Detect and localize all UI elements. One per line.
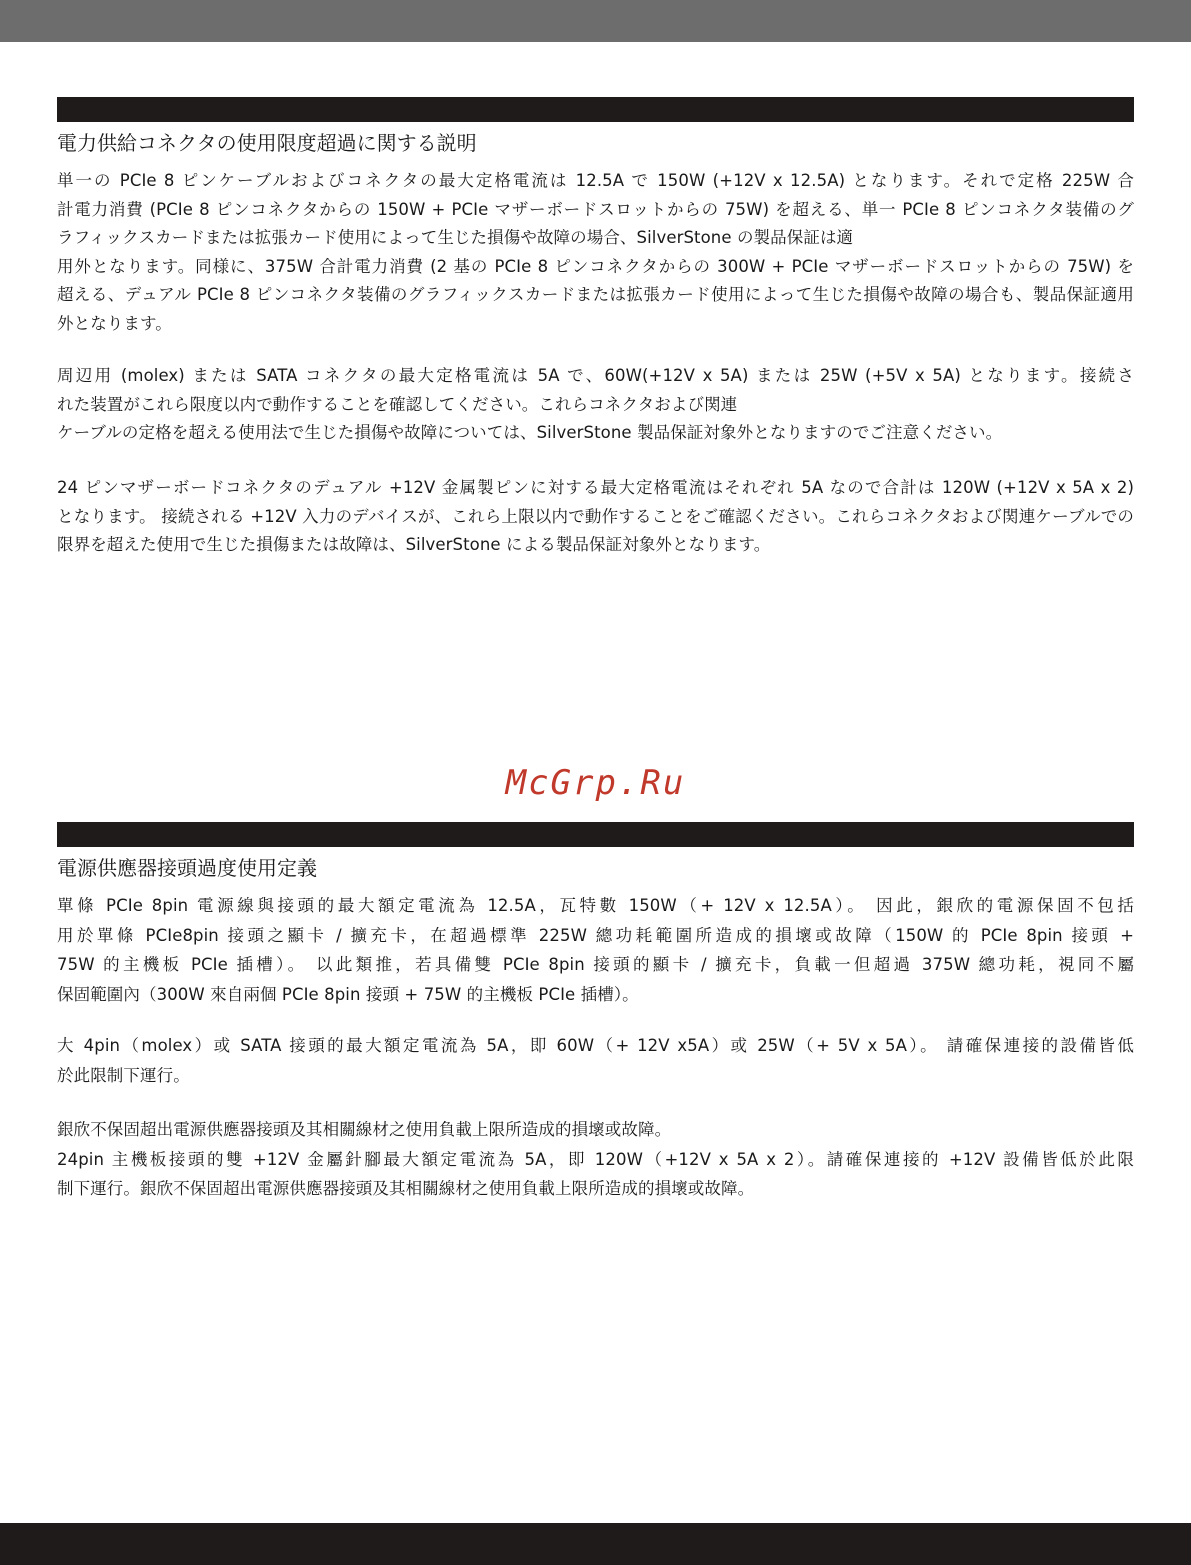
paragraph-molex-jp bbox=[57, 362, 1134, 448]
text-line: 用外となります。同様に、375W 合計電力消費 (2 基の PCIe 8 ピンコネクタからの 300W + PCIe マザーボードスロットからの 75W) を bbox=[57, 256, 1134, 276]
text-line: ケーブルの定格を超える使用法で生じた損傷や故障については、SilverStone 製品保証対象外となりますのでご注意ください。 bbox=[57, 423, 1003, 442]
text-line: 於此限制下運行。 bbox=[57, 1065, 190, 1085]
text-line: 周辺用 (molex) または SATA コネクタの最大定格電流は 5A で、60W(+12V x 5A) または 25W (+5V x 5A) となります。接続さ bbox=[57, 366, 1134, 385]
text-line: 24pin 主機板接頭的雙 +12V 金屬針腳最大額定電流為 5A，即 120W（+12V x 5A x 2）。請確保連接的 +12V 設備皆低於此限 bbox=[57, 1149, 1134, 1169]
text-line: 外となります。 bbox=[57, 313, 172, 333]
watermark: McGrp.Ru bbox=[505, 763, 686, 803]
text-line: となります。 接続される +12V 入力のデバイスが、これら上限以内で動作することをご確認ください。これらコネクタおよび関連ケーブルでの bbox=[57, 506, 1134, 526]
paragraph-molex-tw bbox=[57, 1031, 1134, 1090]
heading-japanese: 電力供給コネクタの使用限度超過に関する説明 bbox=[57, 131, 477, 155]
text-line: 銀欣不保固超出電源供應器接頭及其相關線材之使用負載上限所造成的損壞或故障。 bbox=[57, 1120, 672, 1139]
paragraph-pcie-jp bbox=[57, 167, 1134, 338]
text-line: 用於單條 PCIe8pin 接頭之顯卡 / 擴充卡，在超過標準 225W 總功耗範圍所造成的損壞或故障（150W 的 PCIe 8pin 接頭 + bbox=[57, 925, 1134, 945]
text-line: ラフィックスカードまたは拡張カード使用によって生じた損傷や故障の場合、SilverStone の製品保証は適 bbox=[57, 228, 854, 247]
text-line: 24 ピンマザーボードコネクタのデュアル +12V 金属製ピンに対する最大定格電流はそれぞれ 5A なので合計は 120W (+12V x 5A x 2) bbox=[57, 478, 1134, 497]
text-line: 単一の PCIe 8 ピンケーブルおよびコネクタの最大定格電流は 12.5A で 150W (+12V x 12.5A) となります。それで定格 225W 合 bbox=[57, 171, 1134, 190]
top-band bbox=[0, 0, 1191, 42]
heading-chinese: 電源供應器接頭過度使用定義 bbox=[57, 856, 317, 880]
section-bar-chinese bbox=[57, 822, 1134, 847]
text-line: 計電力消費 (PCIe 8 ピンコネクタからの 150W + PCIe マザーボードスロットからの 75W) を超える、単一 PCIe 8 ピンコネクタ装備のグ bbox=[57, 199, 1134, 219]
paragraph-24pin-tw bbox=[57, 1115, 1134, 1204]
paragraph-24pin-jp bbox=[57, 474, 1134, 560]
section-bar-japanese bbox=[57, 97, 1134, 122]
text-line: 大 4pin（molex）或 SATA 接頭的最大額定電流為 5A，即 60W（+ 12V x5A）或 25W（+ 5V x 5A）。 請確保連接的設備皆低 bbox=[57, 1036, 1134, 1055]
text-line: 制下運行。銀欣不保固超出電源供應器接頭及其相關線材之使用負載上限所造成的損壞或故障。 bbox=[57, 1179, 755, 1198]
text-line: 保固範圍內（300W 來自兩個 PCIe 8pin 接頭 + 75W 的主機板 PCIe 插槽）。 bbox=[57, 984, 639, 1004]
text-line: 單條 PCIe 8pin 電源線與接頭的最大額定電流為 12.5A，瓦特數 150W（+ 12V x 12.5A）。 因此，銀欣的電源保固不包括 bbox=[57, 896, 1134, 915]
text-line: 限界を超えた使用で生じた損傷または故障は、SilverStone による製品保証対象外となります。 bbox=[57, 535, 771, 554]
paragraph-pcie-tw bbox=[57, 891, 1134, 1009]
text-line: 75W 的主機板 PCIe 插槽）。 以此類推，若具備雙 PCIe 8pin 接頭的顯卡 / 擴充卡，負載一但超過 375W 總功耗，視同不屬 bbox=[57, 955, 1134, 974]
bottom-band bbox=[0, 1523, 1191, 1565]
text-line: 超える、デュアル PCIe 8 ピンコネクタ装備のグラフィックスカードまたは拡張カード使用によって生じた損傷や故障の場合も、製品保証適用 bbox=[57, 285, 1134, 304]
text-line: れた装置がこれら限度以内で動作することを確認してください。これらコネクタおよび関連 bbox=[57, 394, 738, 414]
